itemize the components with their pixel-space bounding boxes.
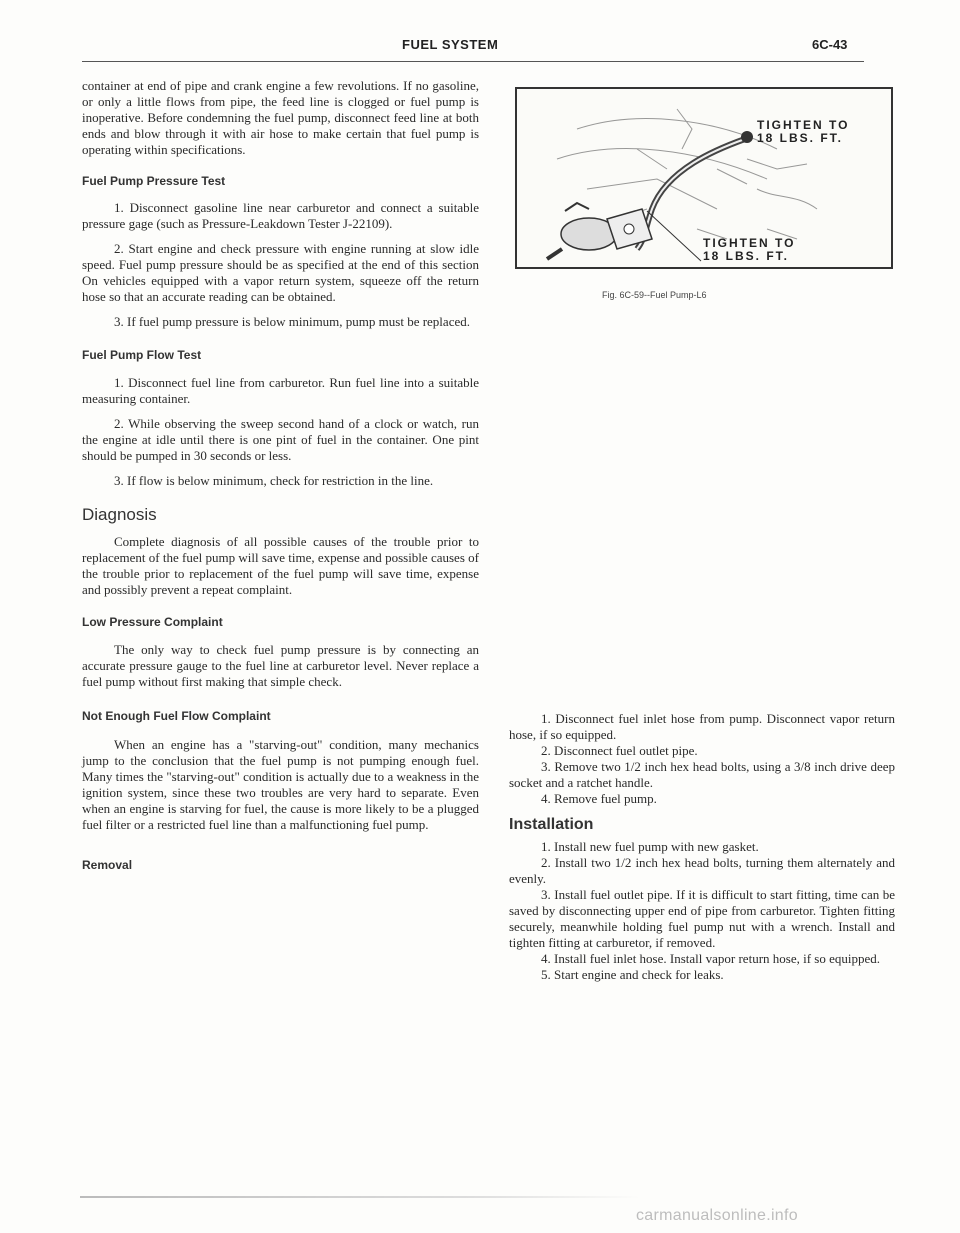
diagnosis-heading: Diagnosis — [82, 505, 157, 524]
installation-step: 2. Install two 1/2 inch hex head bolts, turning them alternately and evenly. — [509, 855, 895, 886]
intro-paragraph: container at end of pipe and crank engine a few revolutions. If no gasoline, or only a little flows from pipe, the feed line is clogged or fuel pump is inoperative. Before condemning the fuel pump, disconnect feed line at both ends and blow through it with air hose to make certain that fuel pump is operating within specifications. — [82, 78, 479, 157]
left-column — [82, 78, 479, 873]
pressure-test-step-3: 3. If fuel pump pressure is below minimum, pump must be replaced. — [114, 314, 470, 329]
diagnosis-paragraph: Complete diagnosis of all possible causes of the trouble prior to replacement of the fuel pump will save time, expense and possible causes of the trouble prior to replacement of the fuel pump will save time, expense and possibly prevent a repeat complaint. — [82, 534, 479, 597]
removal-step: 4. Remove fuel pump. — [541, 791, 657, 806]
flow-test-step-1: 1. Disconnect fuel line from carburetor. Run fuel line into a suitable measuring container. — [82, 375, 479, 406]
low-pressure-paragraph: The only way to check fuel pump pressure is by connecting an accurate pressure gauge to the fuel line at carburetor level. Never replace a fuel pump without first making that simple check. — [82, 642, 479, 689]
removal-step: 1. Disconnect fuel inlet hose from pump. Disconnect vapor return hose, if so equipped. — [509, 711, 895, 742]
flow-test-step-2: 2. While observing the sweep second hand of a clock or watch, run the engine at idle until there is one pint of fuel in the container. One pint should be pumped in 30 seconds or less. — [82, 416, 479, 463]
footer-rule — [80, 1196, 640, 1198]
removal-steps — [509, 711, 895, 807]
installation-heading: Installation — [509, 816, 594, 833]
pressure-test-step-1: 1. Disconnect gasoline line near carburetor and connect a suitable pressure gage (such as Pressure-Leakdown Tester J-22109). — [82, 200, 479, 231]
removal-heading: Removal — [82, 858, 133, 872]
installation-step: 3. Install fuel outlet pipe. If it is difficult to start fitting, time can be saved by disconnecting upper end of pipe from carburetor. Tighten fitting securely, meanwhile holding fuel pump nut with a wrench. Install and tighten fitting at carburetor, if removed. — [509, 887, 895, 950]
callout-bottom-line-1: TIGHTEN TO — [703, 236, 796, 250]
removal-step: 2. Disconnect fuel outlet pipe. — [541, 743, 698, 758]
installation-step: 5. Start engine and check for leaks. — [541, 967, 724, 982]
pressure-test-step-2: 2. Start engine and check pressure with engine running at slow idle speed. Fuel pump pressure should be as specified at the end of this section On vehicles equipped with a vapor return system, squeeze off the return hose so that an accurate reading can be obtained. — [82, 241, 479, 304]
flow-test-heading: Fuel Pump Flow Test — [82, 348, 202, 362]
callout-bottom — [703, 237, 795, 263]
callout-top-line-1: TIGHTEN TO — [757, 118, 850, 132]
pressure-test-heading: Fuel Pump Pressure Test — [82, 174, 226, 188]
header-rule — [82, 61, 864, 62]
page-section-title: FUEL SYSTEM — [402, 37, 499, 52]
flow-test-step-3: 3. If flow is below minimum, check for restriction in the line. — [114, 473, 434, 488]
installation-step: 4. Install fuel inlet hose. Install vapor return hose, if so equipped. — [541, 951, 881, 966]
callout-bottom-line-2: 18 LBS. FT. — [703, 249, 790, 263]
page-number: 6C-43 — [812, 37, 848, 52]
low-pressure-heading: Low Pressure Complaint — [82, 615, 223, 629]
callout-top — [757, 119, 849, 145]
installation-steps — [509, 839, 895, 983]
figure-caption: Fig. 6C-59--Fuel Pump-L6 — [602, 290, 707, 300]
right-column — [509, 711, 895, 983]
watermark: carmanualsonline.info — [636, 1207, 798, 1224]
not-enough-flow-heading: Not Enough Fuel Flow Complaint — [82, 709, 271, 723]
installation-step: 1. Install new fuel pump with new gasket. — [541, 839, 759, 854]
callout-top-line-2: 18 LBS. FT. — [757, 131, 844, 145]
not-enough-flow-paragraph: When an engine has a "starving-out" condition, many mechanics jump to the conclusion that the fuel pump is not pumping enough fuel. Many times the "starving-out" condition is actually due to a weakness in the ignition system, since these two troubles are very hard to separate. Even when an engine is starving for fuel, the cause is more likely to be a plugged fuel filter or a restricted fuel line than a malfunctioning fuel pump. — [82, 737, 479, 832]
removal-step: 3. Remove two 1/2 inch hex head bolts, using a 3/8 inch drive deep socket and a ratchet handle. — [509, 759, 895, 790]
fuel-pump-figure — [515, 87, 893, 269]
